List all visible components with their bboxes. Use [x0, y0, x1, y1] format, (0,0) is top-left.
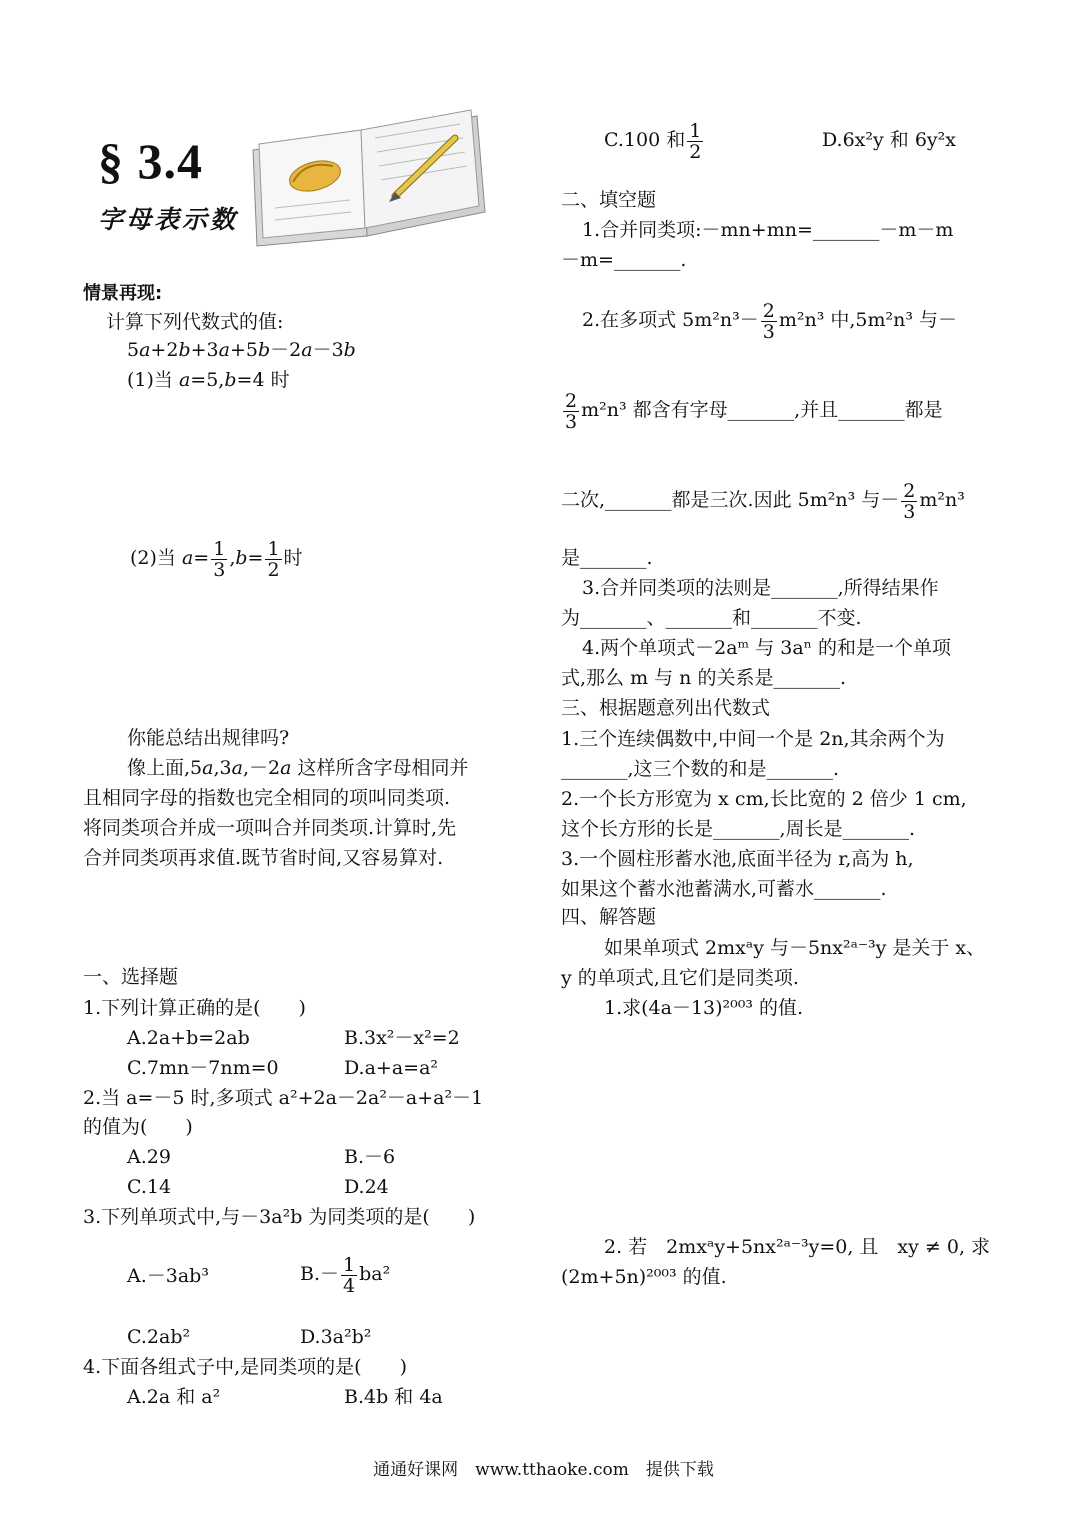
- list-2-cont: 这个长方形的长是_______,周长是_______.: [561, 818, 916, 840]
- q3-option-c: C.2ab²: [127, 1326, 191, 1348]
- list-2: 2.一个长方形宽为 x cm,长比宽的 2 倍少 1 cm,: [561, 788, 967, 810]
- section-solve: 四、解答题: [561, 906, 657, 928]
- case-1: (1)当 a=5,b=4 时: [127, 369, 290, 391]
- q3-option-d: D.3a²b²: [300, 1326, 372, 1348]
- fill-1-cont: －m=_______.: [561, 249, 687, 271]
- section-expression: 三、根据题意列出代数式: [561, 697, 771, 719]
- expression: 5a+2b+3a+5b－2a－3b: [127, 339, 356, 361]
- question-2: 2.当 a=－5 时,多项式 a²+2a－2a²－a+a²－1: [83, 1087, 484, 1109]
- fill-2-cont: $\frac{2}{3}$ m²n³ 都含有字母_______,并且_______都是: [565, 389, 943, 433]
- solve-2-cont: (2m+5n)²⁰⁰³ 的值.: [561, 1266, 727, 1288]
- q2-option-d: D.24: [344, 1176, 389, 1198]
- solve-intro: 如果单项式 2mxᵃy 与－5nx²ᵃ⁻³y 是关于 x、: [604, 937, 986, 959]
- q4-option-a: A.2a 和 a²: [127, 1386, 221, 1408]
- fill-2-cont: 是_______.: [561, 547, 653, 569]
- scenario-intro: 计算下列代数式的值:: [106, 311, 284, 333]
- q4-option-b: B.4b 和 4a: [344, 1386, 443, 1408]
- fill-4: 4.两个单项式－2aᵐ 与 3aⁿ 的和是一个单项: [582, 637, 951, 659]
- q4-option-c: C.100 和 $\frac{1}{2}$: [604, 119, 702, 163]
- paragraph-line: 合并同类项再求值.既节省时间,又容易算对.: [83, 847, 444, 869]
- list-1-cont: _______,这三个数的和是_______.: [561, 758, 840, 780]
- fill-1: 1.合并同类项:－mn+mn=_______－m－m: [582, 219, 954, 241]
- paragraph-line: 且相同字母的指数也完全相同的项叫同类项.: [83, 787, 451, 809]
- question-4: 4.下面各组式子中,是同类项的是( ): [83, 1356, 407, 1378]
- footer-credit: 通通好课网 www.tthaoke.com 提供下载: [373, 1460, 714, 1480]
- list-3-cont: 如果这个蓄水池蓄满水,可蓄水_______.: [561, 878, 887, 900]
- list-3: 3.一个圆柱形蓄水池,底面半径为 r,高为 h,: [561, 848, 914, 870]
- fill-2-cont: 二次,_______都是三次.因此 5m²n³ 与－ $\frac{2}{3}$ m²n³: [561, 479, 965, 523]
- q4-option-d: D.6x²y 和 6y²x: [822, 129, 956, 151]
- scenario-heading: 情景再现:: [83, 283, 163, 304]
- solve-2: 2. 若 2mxᵃy+5nx²ᵃ⁻³y=0, 且 xy ≠ 0, 求: [604, 1236, 991, 1258]
- list-1: 1.三个连续偶数中,中间一个是 2n,其余两个为: [561, 728, 945, 750]
- q3-option-a: A.－3ab³: [127, 1265, 209, 1287]
- question-2-cont: 的值为( ): [83, 1116, 193, 1138]
- paragraph-line: 像上面,5a,3a,－2a 这样所含字母相同并: [127, 757, 469, 779]
- question-3: 3.下列单项式中,与－3a²b 为同类项的是( ): [83, 1206, 476, 1228]
- solve-intro-cont: y 的单项式,且它们是同类项.: [561, 967, 799, 989]
- section-fill: 二、填空题: [561, 189, 657, 211]
- question-1: 1.下列计算正确的是( ): [83, 997, 306, 1019]
- solve-1: 1.求(4a－13)²⁰⁰³ 的值.: [604, 997, 804, 1019]
- section-number: § 3.4: [98, 133, 203, 189]
- q1-option-c: C.7mn－7nm=0: [127, 1057, 279, 1079]
- fill-3: 3.合并同类项的法则是_______,所得结果作: [582, 577, 939, 599]
- q1-option-a: A.2a+b=2ab: [127, 1027, 250, 1049]
- paragraph-line: 将同类项合并成一项叫合并同类项.计算时,先: [83, 817, 457, 839]
- q1-option-b: B.3x²－x²=2: [344, 1027, 460, 1049]
- q2-option-b: B.－6: [344, 1146, 396, 1168]
- q3-option-b: B.－ $\frac{1}{4}$ ba²: [300, 1253, 391, 1297]
- summary-question: 你能总结出规律吗?: [127, 727, 290, 749]
- fill-4-cont: 式,那么 m 与 n 的关系是_______.: [561, 667, 846, 689]
- section-subtitle: 字母表示数: [98, 205, 239, 234]
- book-illustration: [245, 108, 490, 248]
- case-2: (2)当 a= $\frac{1}{3}$ ,b= $\frac{1}{2}$ 时: [130, 537, 303, 581]
- fill-2: 2.在多项式 5m²n³－ $\frac{2}{3}$ m²n³ 中,5m²n³ 与－: [582, 299, 958, 343]
- q1-option-d: D.a+a=a²: [344, 1057, 439, 1079]
- q2-option-a: A.29: [127, 1146, 171, 1168]
- section-choice: 一、选择题: [83, 966, 179, 988]
- q2-option-c: C.14: [127, 1176, 172, 1198]
- fill-3-cont: 为_______、_______和_______不变.: [561, 607, 862, 629]
